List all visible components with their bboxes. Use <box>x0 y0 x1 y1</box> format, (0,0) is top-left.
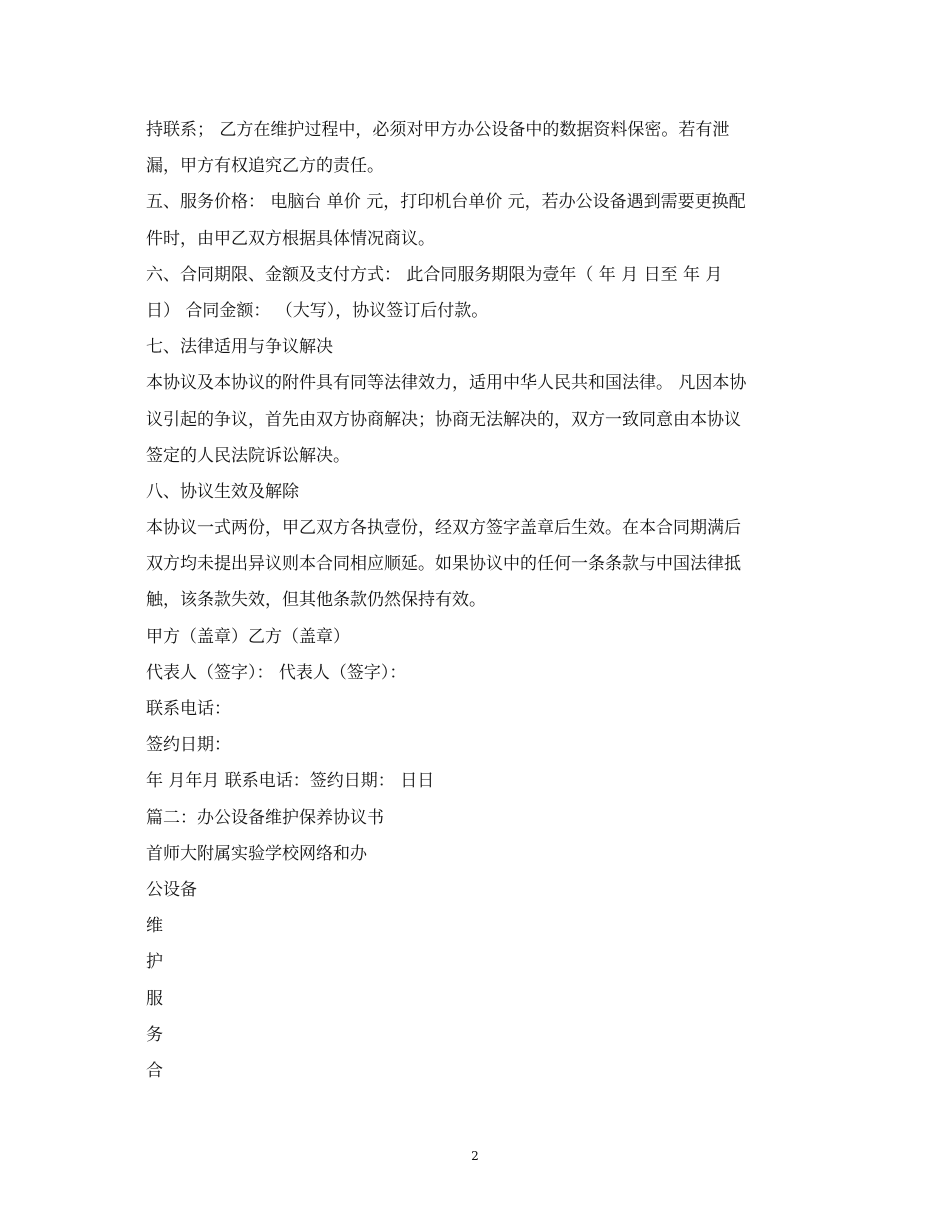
text-line: 议引起的争议，首先由双方协商解决；协商无法解决的，双方一致同意由本协议 <box>146 409 741 430</box>
text-line: 护 <box>146 952 163 973</box>
section-heading: 七、法律适用与争议解决 <box>146 337 333 358</box>
text-line: 服 <box>146 988 163 1009</box>
text-line: 持联系； 乙方在维护过程中，必须对甲方办公设备中的数据资料保密。若有泄 <box>146 120 730 140</box>
text-line: 五、服务价格： 电脑台 单价 元，打印机台单价 元，若办公设备遇到需要更换配 <box>146 192 746 213</box>
part-two-title: 篇二：办公设备维护保养协议书 <box>146 807 384 828</box>
text-line: 触，该条款失效，但其他条款仍然保持有效。 <box>146 590 486 611</box>
text-line: 本协议一式两份，甲乙双方各执壹份，经双方签字盖章后生效。在本合同期满后 <box>146 518 741 539</box>
text-line: 签定的人民法院诉讼解决。 <box>146 445 350 466</box>
section-heading: 八、协议生效及解除 <box>146 481 299 502</box>
text-line: 件时，由甲乙双方根据具体情况商议。 <box>146 228 435 249</box>
text-line: 六、合同期限、金额及支付方式： 此合同服务期限为壹年（ 年 月 日至 年 月 <box>146 264 723 285</box>
date-line: 年 月年月 联系电话：签约日期： 日日 <box>146 771 435 792</box>
text-line: 漏，甲方有权追究乙方的责任。 <box>146 156 384 177</box>
page-number: 2 <box>471 1149 479 1163</box>
text-line: 公设备 <box>146 879 197 900</box>
document-body <box>146 112 806 1089</box>
representative-line: 代表人（签字）： 代表人（签字）： <box>146 662 407 683</box>
text-line: 双方均未提出异议则本合同相应顺延。如果协议中的任何一条条款与中国法律抵 <box>146 554 741 575</box>
signature-parties-line: 甲方（盖章）乙方（盖章） <box>146 626 350 647</box>
text-line: 日） 合同金额： （大写），协议签订后付款。 <box>146 300 489 321</box>
text-line: 务 <box>146 1024 163 1045</box>
phone-line: 联系电话： <box>146 699 231 719</box>
text-line: 本协议及本协议的附件具有同等法律效力，适用中华人民共和国法律。 凡因本协 <box>146 373 747 394</box>
text-line: 合 <box>146 1060 163 1081</box>
text-line: 维 <box>146 916 163 937</box>
sign-date-line: 签约日期： <box>146 735 231 756</box>
text-line: 首师大附属实验学校网络和办 <box>146 843 367 864</box>
